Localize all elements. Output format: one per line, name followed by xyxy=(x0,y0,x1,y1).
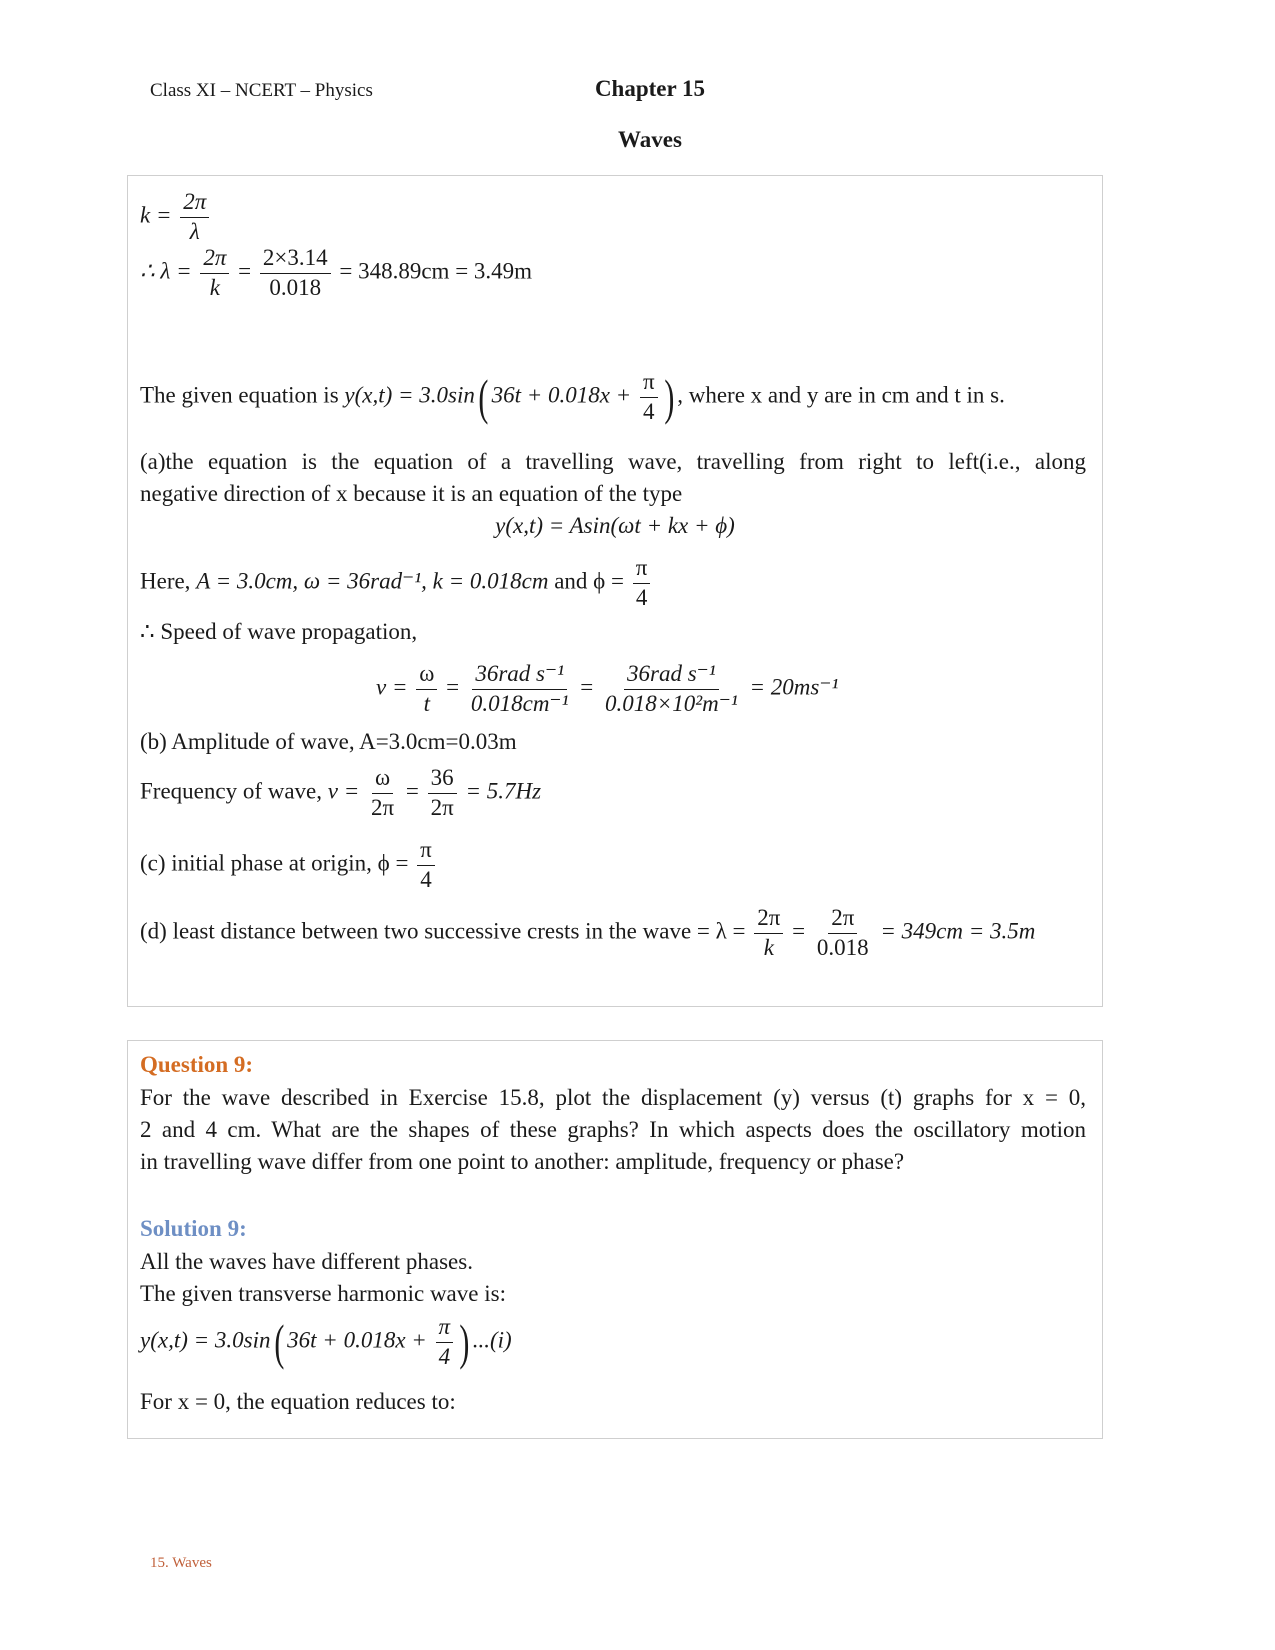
fraction: $\frac{2\pi}{\lambda}$ xyxy=(180,188,209,247)
question-heading: Question 9: xyxy=(140,1052,254,1077)
fraction: $\frac{\pi}{4}$ xyxy=(633,554,651,613)
lambda-formula: ∴ λ = $\frac{2\pi}{k}$ = $\frac{2\times 3.14}{0.018}$ = 348.89cm = 3.49m xyxy=(140,244,532,303)
question-9-box xyxy=(127,1040,1103,1439)
fraction: $\frac{2\times 3.14}{0.018}$ xyxy=(260,244,331,303)
question-line1: For the wave described in Exercise 15.8, plot the displacement (y) versus (t) graphs for x = 0, xyxy=(140,1085,1086,1110)
part-a-line1: (a)the equation is the equation of a travelling wave, travelling from right to left(i.e., along xyxy=(140,449,1086,474)
fraction: $\frac{\omega}{t}$ xyxy=(416,660,437,719)
fraction: $\frac{\omega}{2\pi}$ xyxy=(371,765,395,820)
frequency-line: Frequency of wave, ν = $\frac{\omega}{2\pi}$ = $\frac{36}{2\pi}$ = 5.7Hz xyxy=(140,764,541,823)
chapter-title: Waves xyxy=(618,127,682,152)
k-formula: k = $\frac{2\pi}{\lambda}$ xyxy=(140,188,212,247)
given-equation-line: The given equation is y(x,t) = 3.0sin( 36t + 0.018x + $\frac{\pi}{4}$ ) , where x and y are in cm and t in s. xyxy=(140,369,1005,426)
chapter-number: Chapter 15 xyxy=(594,76,706,101)
wave-type-equation: y(x,t) = Asin(ωt + kx + ϕ) xyxy=(495,513,735,538)
fraction: $\frac{\pi}{4}$ xyxy=(436,1313,454,1372)
fraction: $\frac{\text{36rad s⁻¹}}{\text{0.018cm⁻¹}}$ xyxy=(470,661,569,716)
solution-line3: For x = 0, the equation reduces to: xyxy=(140,1389,456,1414)
wave-equation-i: y(x,t) = 3.0sin( 36t + 0.018x + $\frac{\pi}{4}$ ) ...(i) xyxy=(140,1314,512,1371)
question-line2: 2 and 4 cm. What are the shapes of these graphs? In which aspects does the oscillatory motion xyxy=(140,1117,1086,1142)
solution-line2: The given transverse harmonic wave is: xyxy=(140,1281,506,1306)
fraction: $\frac{\pi}{4}$ xyxy=(417,836,435,895)
here-values-line: Here, A = 3.0cm, ω = 36rad⁻¹, k = 0.018cm and ϕ = $\frac{\pi}{4}$ xyxy=(140,554,653,613)
speed-label: ∴ Speed of wave propagation, xyxy=(140,619,418,644)
part-b: (b) Amplitude of wave, A=3.0cm=0.03m xyxy=(140,729,517,754)
part-d: (d) least distance between two successive crests in the wave = λ = $\frac{2\pi}{k}$ = $\frac{2\pi}{0.018}$ = 349cm = 3.5m xyxy=(140,904,1035,963)
solution-continuation-box xyxy=(127,175,1103,1007)
fraction: $\frac{2\pi}{k}$ xyxy=(200,244,229,303)
question-line3: in travelling wave differ from one point to another: amplitude, frequency or phase? xyxy=(140,1149,905,1174)
part-a-line2: negative direction of x because it is an equation of the type xyxy=(140,481,683,506)
fraction: $\frac{\pi}{4}$ xyxy=(640,368,658,427)
speed-equation: v = $\frac{\omega}{t}$ = $\frac{\text{36rad s⁻¹}}{\text{0.018cm⁻¹}}$ = $\frac{\text{36rad s⁻¹}}{\text{0.018×10²m⁻¹}}$ = 20ms⁻¹ xyxy=(376,660,838,719)
part-c: (c) initial phase at origin, ϕ = $\frac{\pi}{4}$ xyxy=(140,836,438,895)
fraction: $\frac{2\pi}{0.018}$ xyxy=(816,905,869,960)
solution-line1: All the waves have different phases. xyxy=(140,1249,473,1274)
fraction: $\frac{\text{36rad s⁻¹}}{\text{0.018×10²m⁻¹}}$ xyxy=(604,661,738,716)
fraction: $\frac{36}{2\pi}$ xyxy=(428,764,457,823)
footer-chapter: 15. Waves xyxy=(150,1555,212,1571)
solution-heading: Solution 9: xyxy=(140,1216,247,1241)
header-subject: Class XI – NCERT – Physics xyxy=(150,80,373,101)
fraction: $\frac{2\pi}{k}$ xyxy=(754,904,783,963)
